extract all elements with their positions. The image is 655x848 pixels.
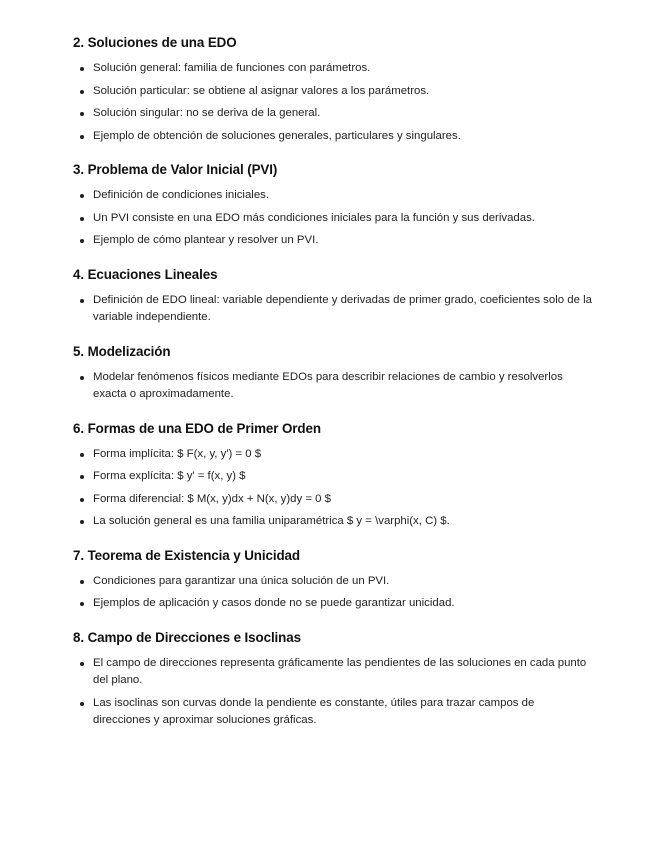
bullet-list [73,369,595,404]
section-ecuaciones-lineales [73,266,595,327]
section-modelizacion [73,343,595,404]
list-item: Forma explícita: $ y' = f(x, y) $ [93,468,595,486]
list-item: Definición de EDO lineal: variable dependiente y derivadas de primer grado, coeficientes solo de la variable independiente. [93,292,595,327]
section-heading: 7. Teorema de Existencia y Unicidad [73,547,300,563]
bullet-list [73,573,595,613]
section-teorema [73,547,595,613]
section-heading: 6. Formas de una EDO de Primer Orden [73,420,321,436]
section-formas-edo [73,420,595,531]
bullet-list [73,655,595,730]
list-item: La solución general es una familia uniparamétrica $ y = \varphi(x, C) $. [93,513,595,531]
list-item: Solución particular: se obtiene al asignar valores a los parámetros. [93,83,595,101]
list-item: Un PVI consiste en una EDO más condiciones iniciales para la función y sus derivadas. [93,210,595,228]
list-item: Modelar fenómenos físicos mediante EDOs para describir relaciones de cambio y resolverlos exacta o aproximadamente. [93,369,595,404]
list-item: El campo de direcciones representa gráficamente las pendientes de las soluciones en cada punto del plano. [93,655,595,690]
section-pvi [73,161,595,250]
section-heading: 2. Soluciones de una EDO [73,35,237,50]
bullet-list [73,187,595,250]
section-heading: 8. Campo de Direcciones e Isoclinas [73,629,301,645]
section-heading: 3. Problema de Valor Inicial (PVI) [73,162,278,177]
list-item: Condiciones para garantizar una única solución de un PVI. [93,573,595,591]
section-campo-direcciones [73,629,595,730]
section-heading: 4. Ecuaciones Lineales [73,266,218,282]
list-item: Forma implícita: $ F(x, y, y') = 0 $ [93,446,595,464]
list-item: Solución singular: no se deriva de la general. [93,105,595,123]
list-item: Las isoclinas son curvas donde la pendiente es constante, útiles para trazar campos de direcciones y aproximar soluciones gráficas. [93,695,595,730]
bullet-list [73,292,595,327]
bullet-list [73,60,595,145]
list-item: Ejemplo de cómo plantear y resolver un PVI. [93,232,595,250]
list-item: Ejemplos de aplicación y casos donde no se puede garantizar unicidad. [93,595,595,613]
list-item: Forma diferencial: $ M(x, y)dx + N(x, y)dy = 0 $ [93,491,595,509]
list-item: Solución general: familia de funciones con parámetros. [93,60,595,78]
section-heading: 5. Modelización [73,343,171,359]
list-item: Definición de condiciones iniciales. [93,187,595,205]
bullet-list [73,446,595,531]
list-item: Ejemplo de obtención de soluciones generales, particulares y singulares. [93,128,595,146]
section-soluciones [73,34,595,145]
